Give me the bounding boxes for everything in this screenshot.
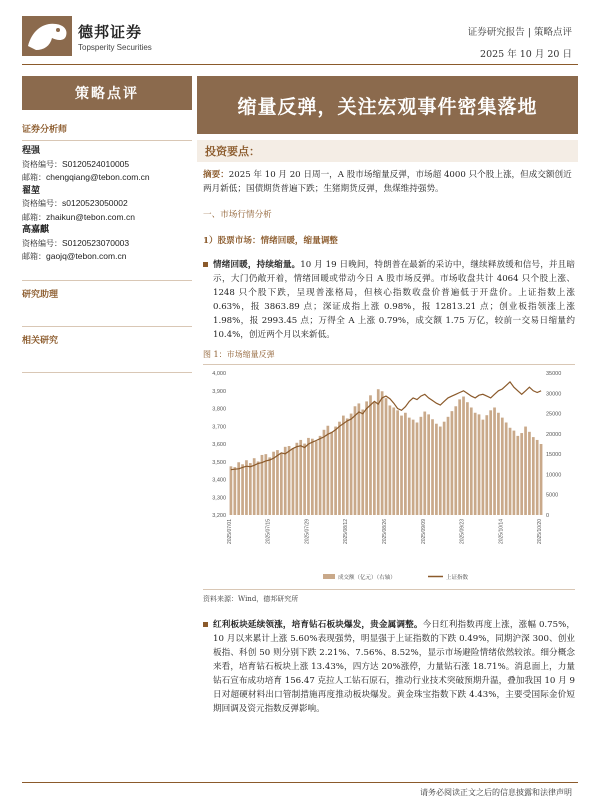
x-tick-label: 2025/07/01 xyxy=(226,519,233,545)
volume-bar xyxy=(346,418,349,515)
logo-name-cn: 德邦证券 xyxy=(78,22,143,41)
volume-bar xyxy=(354,406,357,515)
volume-bar xyxy=(253,458,256,515)
volume-bar xyxy=(342,416,345,515)
divider xyxy=(22,280,192,281)
volume-bar xyxy=(431,419,434,515)
x-tick-label: 2025/08/12 xyxy=(343,519,350,545)
analyst-name: 翟堃 xyxy=(22,185,41,196)
divider xyxy=(22,326,192,327)
volume-bar xyxy=(334,427,337,515)
volume-bar xyxy=(249,463,252,515)
analyst-section-title: 证券分析师 xyxy=(22,125,68,135)
mail-label: 邮箱： xyxy=(22,173,46,182)
y-left-tick-label: 3,800 xyxy=(212,406,226,413)
invest-points-header: 投资要点： xyxy=(197,140,578,162)
volume-bar xyxy=(513,431,516,515)
volume-bar xyxy=(439,427,442,515)
volume-bar xyxy=(516,436,519,515)
volume-bar xyxy=(423,412,426,515)
volume-bar xyxy=(299,440,302,515)
volume-bar xyxy=(485,415,488,515)
main-content xyxy=(203,168,575,716)
logo-mark-icon xyxy=(22,16,72,56)
disclaimer-footer: 请务必阅读正文之后的信息披露和法律声明 xyxy=(420,788,572,797)
paragraph xyxy=(203,618,575,716)
y-left-tick-label: 3,600 xyxy=(212,442,226,448)
x-tick-label: 2025/09/23 xyxy=(459,519,466,545)
volume-bar xyxy=(272,452,275,515)
paragraph-lead: 情绪回暖，持续缩量。 xyxy=(213,260,301,270)
related-section-title: 相关研究 xyxy=(22,335,59,346)
y-right-tick-label: 25000 xyxy=(546,411,562,418)
volume-bar xyxy=(365,401,368,515)
y-left-tick-label: 3,300 xyxy=(212,495,226,502)
volume-bar xyxy=(501,418,504,515)
analyst-item xyxy=(22,224,192,264)
volume-bar xyxy=(377,389,380,515)
y-left-tick-label: 3,400 xyxy=(212,477,226,484)
analyst-item xyxy=(22,145,192,185)
volume-bar xyxy=(241,464,244,515)
volume-bar xyxy=(466,402,469,515)
x-tick-label: 2025/07/15 xyxy=(265,519,272,545)
cert-label: 资格编号： xyxy=(22,159,62,169)
volume-bar xyxy=(478,414,481,515)
volume-bar xyxy=(532,437,535,515)
paragraph-text: 10 月 19 日晚间，特朗普在最新的采访中，继续释放缓和信号，并且暗示，大门仍敞开着，情绪回暖或带动今日 A 股市场反弹。市场收盘共计 4064 只个股上涨、1248 只个股下跌，呈现普涨格局，但核心指数收盘价普遍低于开盘价。上证指数上涨 0.63%，报 3863.89 点；深证成指上涨 0.98%，报 12813.21 点；创业板指领涨上涨 1.98%，报 2993.45 点；万得全 A 上涨 0.79%，成交额 1.75 万亿，较前一交易日缩量约 10.4%，创近两个月以来新低。 xyxy=(213,260,575,340)
doc-type xyxy=(468,24,572,38)
y-right-tick-label: 15000 xyxy=(546,452,562,459)
volume-bar xyxy=(237,462,240,515)
volume-bar xyxy=(443,422,446,515)
volume-bar xyxy=(369,395,372,515)
header-divider xyxy=(22,64,578,65)
y-right-tick-label: 20000 xyxy=(546,431,562,438)
volume-bar xyxy=(385,398,388,515)
volume-bar xyxy=(319,436,322,515)
volume-bar xyxy=(474,413,477,515)
cert-label: 资格编号： xyxy=(22,238,62,248)
volume-bar xyxy=(520,433,523,515)
volume-bar xyxy=(392,407,395,515)
volume-bar xyxy=(323,430,326,515)
volume-bar xyxy=(292,448,295,515)
y-left-tick-label: 3,700 xyxy=(212,424,226,431)
volume-bar xyxy=(462,397,465,515)
x-tick-label: 2025/09/09 xyxy=(420,519,427,545)
volume-bar xyxy=(230,466,233,515)
y-left-tick-label: 4,000 xyxy=(212,371,226,377)
category-box: 策略点评 xyxy=(22,76,192,110)
subsection-heading: 1）股票市场：情绪回暖，缩量调整 xyxy=(203,236,338,246)
y-right-tick-label: 10000 xyxy=(546,472,562,479)
volume-bar xyxy=(361,410,364,515)
volume-bar xyxy=(416,422,419,515)
volume-bar xyxy=(245,460,248,515)
volume-bar xyxy=(257,461,260,515)
volume-bar xyxy=(261,455,264,515)
market-chart xyxy=(203,365,575,587)
paragraph xyxy=(203,258,575,342)
report-title: 缩量反弹，关注宏观事件密集落地 xyxy=(197,76,578,134)
sidebar xyxy=(22,116,192,377)
volume-bar xyxy=(509,428,512,515)
mail-link[interactable]: zhaikun@tebon.com.cn xyxy=(46,211,135,222)
volume-bar xyxy=(524,427,527,515)
analyst-name: 程强 xyxy=(22,146,41,156)
volume-bar xyxy=(330,432,333,515)
volume-bar xyxy=(295,443,298,515)
report-date: 2025 年 10 月 20 日 xyxy=(480,49,572,60)
volume-bar xyxy=(493,407,496,515)
divider xyxy=(22,140,192,141)
doc-type-label: 证券研究报告 xyxy=(467,27,525,38)
volume-bar xyxy=(536,440,539,515)
analyst-item xyxy=(22,185,192,225)
volume-bar xyxy=(454,406,457,515)
summary-lead: 摘要： xyxy=(203,170,229,180)
doc-category: 策略点评 xyxy=(533,27,572,38)
y-right-tick-label: 5000 xyxy=(546,492,559,499)
legend-bar-label: 成交额（亿元）（右轴） xyxy=(338,575,396,581)
y-right-tick-label: 35000 xyxy=(546,371,562,377)
volume-bar xyxy=(540,444,543,515)
volume-bar xyxy=(404,413,407,515)
logo-name-en: Topsperity Securities xyxy=(78,42,152,52)
volume-bar xyxy=(489,410,492,515)
separator: | xyxy=(527,27,531,38)
summary-text: 2025 年 10 月 20 日周一，A 股市场缩量反弹，市场超 4000 只个股上涨，但成交额创近两月新低；国债期货普遍下跌；生猪期货反弹，焦煤维持强势。 xyxy=(203,170,572,194)
volume-bar xyxy=(276,450,279,515)
cert-label: 资格编号： xyxy=(22,199,62,208)
analyst-list xyxy=(22,145,192,264)
y-left-tick-label: 3,900 xyxy=(212,388,226,395)
volume-bar xyxy=(268,457,271,515)
y-left-tick-label: 3,500 xyxy=(212,459,226,466)
divider xyxy=(22,372,192,373)
volume-bar xyxy=(408,418,411,515)
mail-label: 邮箱： xyxy=(22,252,46,261)
figure-source: 资料来源：Wind，德邦研究所 xyxy=(203,589,575,606)
mail-label: 邮箱： xyxy=(22,212,46,222)
cert-number: s0120523050002 xyxy=(62,198,128,208)
assistant-section-title: 研究助理 xyxy=(22,289,59,300)
y-right-tick-label: 0 xyxy=(546,513,550,519)
x-tick-label: 2025/07/29 xyxy=(304,519,311,545)
volume-bar xyxy=(396,410,399,515)
volume-bar xyxy=(288,446,291,515)
footer-divider xyxy=(22,782,578,783)
x-tick-label: 2025/10/14 xyxy=(498,519,505,545)
mail-link[interactable]: chengqiang@tebon.com.cn xyxy=(46,172,150,182)
volume-bar xyxy=(528,432,531,515)
volume-bar xyxy=(381,391,384,515)
legend-line-label: 上证指数 xyxy=(446,575,469,581)
volume-bar xyxy=(427,414,430,515)
volume-bar xyxy=(435,424,438,515)
volume-bar xyxy=(315,441,318,515)
volume-bar xyxy=(284,447,287,515)
volume-bar xyxy=(264,454,267,515)
x-tick-label: 2025/08/26 xyxy=(382,519,388,545)
volume-bar xyxy=(338,422,341,515)
volume-bar xyxy=(373,402,376,515)
legend-bar-swatch xyxy=(323,574,335,579)
volume-bar xyxy=(233,467,236,515)
mail-link[interactable]: gaojq@tebon.com.cn xyxy=(46,251,127,261)
volume-bar xyxy=(389,405,392,515)
volume-bar xyxy=(497,413,500,515)
volume-bar xyxy=(350,414,353,515)
section-heading: 一、市场行情分析 xyxy=(203,210,272,220)
y-left-tick-label: 3,200 xyxy=(212,513,226,519)
volume-bar xyxy=(482,420,485,515)
volume-bar xyxy=(505,422,508,515)
summary xyxy=(203,168,575,196)
analyst-name: 高嘉麒 xyxy=(22,225,50,235)
volume-bar xyxy=(326,426,329,515)
x-tick-label: 2025/10/20 xyxy=(537,519,544,545)
volume-bar xyxy=(420,417,423,515)
figure-title: 图 1：市场缩量反弹 xyxy=(203,348,575,365)
paragraph-lead: 红利板块延续领涨，培育钻石板块爆发，贵金属调整。 xyxy=(213,620,423,630)
volume-bar xyxy=(280,453,283,515)
volume-bar xyxy=(400,416,403,515)
volume-bar xyxy=(451,411,454,515)
volume-bar xyxy=(311,439,314,515)
volume-bar xyxy=(307,438,310,515)
cert-number: S0120524010005 xyxy=(62,158,130,169)
volume-bar xyxy=(358,403,361,515)
volume-bar xyxy=(470,407,473,515)
logo xyxy=(22,16,152,56)
cert-number: S0120523070003 xyxy=(62,237,130,248)
y-right-tick-label: 30000 xyxy=(546,391,562,398)
volume-bar xyxy=(303,444,306,515)
paragraph-text: 今日红利指数再度上涨，涨幅 0.75%，10 月以来累计上涨 5.60%表现强势，明显强于上证指数的下跌 0.49%，同期沪深 300、创业板指、科创 50 则分别下跌 2.21%、7.56%、8.52%，显示市场避险情绪依然较浓。细分概念来看，培育钻石板块上涨 13.43%，四方达 20%涨停，力量钻石涨 18.71%。消息面上，力量钻石宣布成功培育 156.47 克拉人工钻石原石，推动行业技术突破预期升温，叠加我国 10 月 9 日对超硬材料出口管制措施再度推动板块爆发。黄金珠宝指数下跌 4.43%，主要受国际金价短期回调及资元指数反弹影响。 xyxy=(213,620,575,714)
volume-bar xyxy=(458,399,461,515)
volume-bar xyxy=(447,417,450,515)
volume-bar xyxy=(412,420,415,515)
